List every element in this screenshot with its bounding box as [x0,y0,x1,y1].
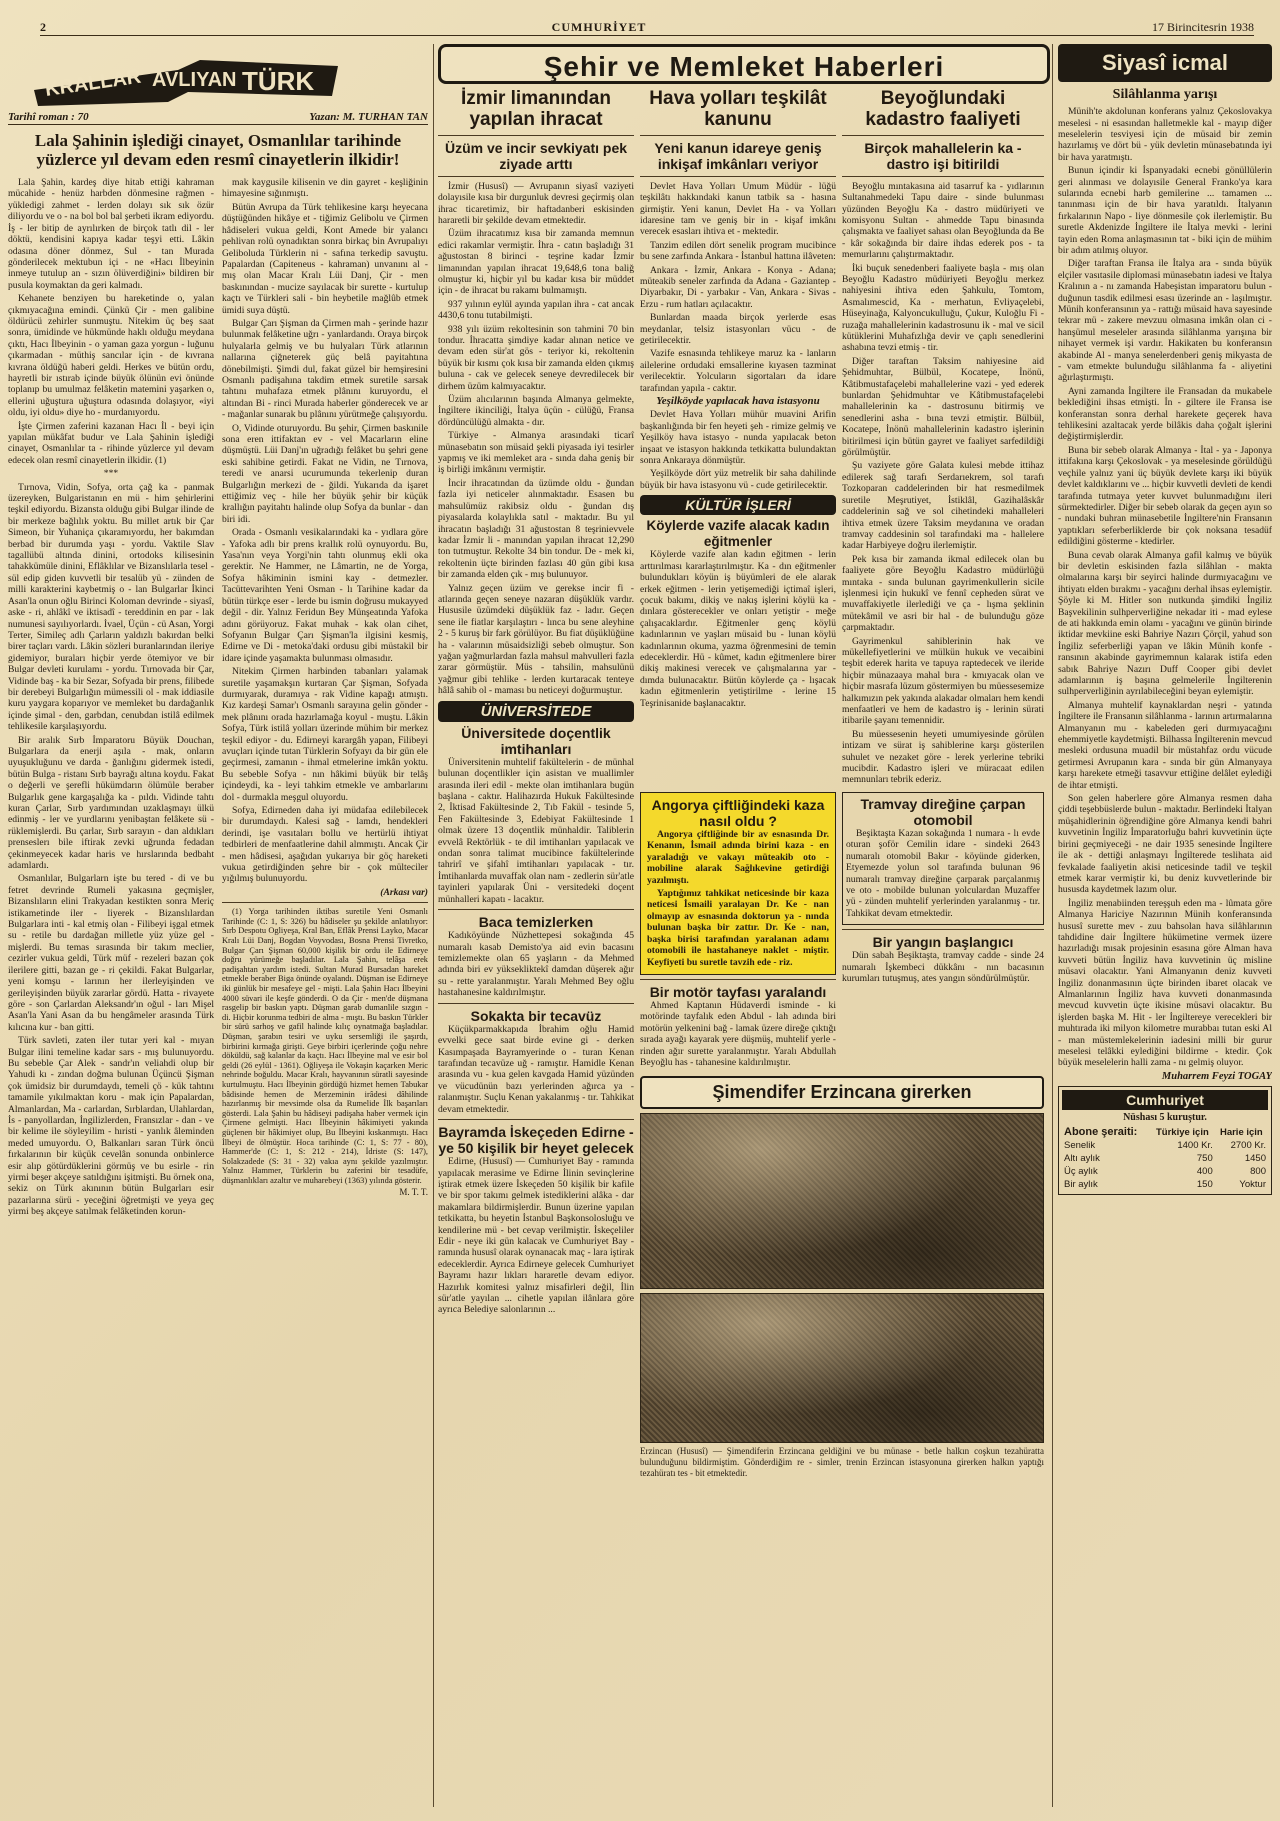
subscription-col-header: Türkiye için [1155,1126,1209,1138]
city-news-banner: Şehir ve Memleket Haberleri [438,44,1050,84]
subscription-price-foreign: 1450 [1244,1153,1266,1165]
bayram-body [438,1156,634,1316]
column-rule [1052,44,1053,1807]
tramvay-paragraph: Beşiktaşta Kazan sokağında 1 numara - lı evde oturan şoför Cemilin idare - sindeki 2643 numaralı otomobil Bakır - köyünde giderken, Etyemezde yolun sol tarafında bulunan 96 numaralı tramvay direğine çarparak parçalanmış ve oto - mobilde bulunan yolculardan Muzaffer yü - zünden muhtelif yerlerinden yaralanmış - tır. Tahkikat devam etmektedir. [846,828,1040,919]
bayram-headline: Bayramda İskeçeden Edirne - ye 50 kişilik bir heyet gelecek [438,1123,634,1157]
hava-paragraph: Yeşilköyde dört yüz metrelik bir saha dahilinde büyük bir hava istasyonu vü - cude getirilecektir. [640,468,836,491]
kadastro-headline: Beyoğlundaki kadastro faaliyeti [865,88,1021,131]
kadastro-paragraph: Bu müessesenin heyeti umumiyesinde görülen intizam ve sürat iş sahiblerine karşı gösterilen suhulet ve nezaket göre - lerek yerlerine tebriki mucibdir. Kadastro işleri ve müracaat edilen memnunları tebrik ederiz. [842,728,1044,786]
siyasi-paragraph: Son gelen haberlere göre Almanya resmen daha çiddi teşebbüslerde bulun - maktadır. Berlindeki İtalyan müşahidlerinin öğrendiğine göre Almanya kendi bahri kuvvetinin İngiliz İmparatorluğu bahri kuvvetinin üçte birini geçmiyeceği - ne dair 1935 senesinde İngiltere ile ak - dettiği anlaşmayı İngilterede teslihata aid fevkalade faaliyetin akisi neticesinde tadil ve teşkil etmek karar vermiştir ki, bu deniz kuvvetlerinde bir hususda kaydetmek lazım olur. [1058,793,1272,896]
subscription-price-foreign: 2700 Kr. [1230,1140,1266,1152]
hava-paragraph: Devlet Hava Yolları mühür muavini Arifin başkanlığında bir fen heyeti şeh - rimize gelmiş ve Yeşilköy hava istasyo - nunda yapılacak beton inşaat ve istasyon hakkında tetkikatta bulundaktan sonra Ankaraya dönmüştür. [640,409,836,467]
serial-paragraph: Bir aralık Sırb İmparatoru Büyük Douchan, Bulgarlara da enerji aşıla - mak, onların uyuşukluğunu ve darda - ğanlığını gidermek istedi, bütün Bulga - ristanı Sırb bayrağı altına koydu. Fakat o değerli ve şerefli hükümdarın ölümüle beraber Bulgarlık gene kargaşalığa ka - pıldı. Vidinde tahtı kuran Çarlar, Sırb yardımından uzaklaşmayı ülkü edinmiş - ler ve yurdlarını yenibaştan felâkete sü - rüklemişlerdi. Bu çarlar, Sırb sarayın - dan aldıkları prenseslerı bile iftirak zevki uğrunda fedadan çekinmeyecek kadar haris ve hırslarında bedbaht adamlardı. [8,734,214,872]
serial-column-1 [8,177,214,1220]
erzincan-photo-crowd [640,1113,1044,1289]
serial-logo [28,46,368,108]
kadastro-body [842,181,1044,786]
hava-subhead-2: Yeşilköyde yapılacak hava istasyonu [656,395,820,408]
city-news-section [438,44,1050,1807]
column-rule [433,44,434,1807]
subscription-price-foreign: 800 [1250,1166,1266,1178]
hava-headline: Hava yolları teşkilât kanunu [649,88,827,131]
sokakta-headline: Sokakta bir tecavüz [470,1007,602,1024]
siyasi-paragraph: Münih'te akdolunan konferans yalnız Çekoslovakya meselesi - ni esasından halletmekle kal - mayıp diğer meselelerin tesviyesi için de müsaid bir zemin hazırlamış ve dört bü - yük devletin münasebatında iyi bir hava yaratmıştı. [1058,106,1272,163]
subscription-row [1062,1152,1268,1165]
izmir-body [438,181,634,697]
serial-paragraph: İşte Çirmen zaferini kazanan Hacı İl - beyi için yapılan mükâfat budur ve Lala Şahinin işlediği cinayet, Osmanlılar ta - rihinde yüzlerce yıl devam edecek olan resmî cinayetlerin ilkidir. (1) [8,420,214,466]
tramvay-box [842,792,1044,925]
subscription-period: Altı aylık [1064,1153,1100,1165]
subscription-col-header: Harie için [1219,1126,1263,1138]
hava-paragraph: Devlet Hava Yolları Umum Müdür - lüğü teşkilâtı hakkındaki kanun tatbik sa - hasına girmiştir. Yeni kanun, Devlet Ha - va Yolları idaresine tam ve geniş bir in - kişaf imkânı verecek esasları ihtiva et - mektedir. [640,180,836,238]
siyasi-headline: Silâhlanma yarışı [1112,87,1218,102]
serial-paragraph: Tırnova, Vidin, Sofya, orta çağ ka - panmak üzereyken, Bulgaristanın en mü - him şehirlerini teşkil ediyordu. Bizansta olduğu gibi Bulgar ilinde de bir merkeze bağlılık yoktu. Bu millet artık bir Çar Simeon, bir Yuhaniça çıkaramıyordu, her bakımdan berbad bir durumda yaşı - yordu. Vaktile Slav tagallübü altında dinini, ortodoks kilisesinin tahakkümüle dinini, Eflâklılar ve Bizanslılarla tesel - sül edip giden kuvvetli bir tesalüb yü - zünden de milli karakterini kaybetmiş o - lan Bulgarlar İkinci Asan'la onun oğlu Birinci Koloman devrinde - siyasî, aske - ri, ahlâkî ve iktisadî - tereddinin en par - lak numunesi sayılıyorlardı. İvael, Üçün - cü Asan, Yorgi Terter, Simileç adlı Çarların yaldızlı bakırdan belki birer taçları vardı. Lâkin sözleri buranlarından ileriye gidemiyor, buraları hiçbir yerde ötemiyor ve bir Bulgar devleti kurulamı - yordu. Tırnovada bir Çar, Vidinde baş - ka bir Sezar, Sofyada bir prens, filibede bir derebeyi Bulgarlığın mümessili ol - mak iddiasile kuru yaygara koparıyor ve memleket bu dardağanlık içinde şimal - den, garbdan, cenubdan istilâ edilmek tehlikesile karşılaşıyordu. [8,481,214,733]
subscription-price-tr: 1400 Kr. [1177,1140,1213,1152]
motor-body [640,1000,836,1068]
izmir-subhead: Üzüm ve incir sevkiyatı pek ziyade arttı [444,139,628,172]
subscription-price: Nüshası 5 kuruştur. [1123,1112,1207,1124]
universite-banner: ÜNİVERSİTEDE [438,701,634,722]
serial-paragraph: Orada - Osmanlı vesikalarındaki ka - yıdlara göre - Yafoka adlı bir prens krallık rolü oynuyordu. Bu, Yasa'nın veya Yorgi'nin tahtı olunmuş ekli oka gerektir. Ne Hammer, ne Lâmartin, ne de Yorga, Sofya hâkiminin ismini kay - detmezler. Tacüttevarihten Yeni Osman - lı Tarihine kadar da bütün türkçe eser - lerde bu ismin doğrusu mukayyed değil - dir. Yalnız Feridun Bey Münşeatında Yafoka adını görüyoruz. Fakat muhak - kak olan cihet, Sofyanın Bulgar Çarı Şişman'la ilgisini kesmiş, Edirne ve Di - metoka'daki ordusu gibi müstakil bir idare içinde yaşamakta bulunması olmasıdır. [222,527,428,664]
svg-text:AVLIYAN: AVLIYAN [152,69,237,91]
serial-author: Yazan: M. TURHAN TAN [309,111,428,123]
yangin-paragraph: Dün sabah Beşiktaşta, tramvay cadde - sinde 24 numaralı İşkembeci dükkânı - nın bacasının kurumları tutuşmuş, ates yangın söndürülmüştür. [842,950,1044,985]
serial-logo-art [28,46,348,108]
serial-paragraph: Kehanete benziyen bu hareketinde o, yalan çıkmıyacağına emindi. Çünkü Çir - men galibine öldürücü zehirler sunmuştu. Nitekim üç beş saat sonra, ümidinde ve hükmünde haklı olduğu meydana çıktı, Hacı İlbeyinin - o yaman gaza yorgun - luğunu çıkarmadan - müthiş sancılar için - de kıvrana kıvrana öldüğü haberi geldi. Herkes ve bütün ordu, hayretli bir ıstırab içinde büyük ölünün evi önünde toplanıp bu umulmaz felâketin matemini yaşarken o, ellerini uğuştura uğuştura odasında dolaşıyor, «iyi oldu, iyi oldu» diye ho - murdanıyordu. [8,293,214,419]
hava-paragraph: Tanzim edilen dört senelik program mucibince bu sene zarfında Ankara - İstanbul hattına ilâveten: [640,239,836,263]
roman-label: Tarihî roman : 70 [8,111,89,123]
siyasi-author: Muharrem Feyzi TOGAY [1161,1070,1272,1082]
izmir-headline: İzmir limanından yapılan ihracat [461,88,611,131]
izmir-paragraph: Türkiye - Almanya arasındaki ticarî münasebatın son müsaid şekli piyasada iyi tesirler yapmış ve iki memleket ara - sında daha geniş bir iş birliği imkânını vermiştir. [438,430,634,476]
serial-paragraph: Nitekim Çirmen harbinden tabanları yalamak suretile yaşamakşın kurtaran Çar Şişman, Sofyada durmıyarak, duramıya - rak Vidine kapağı atmıştı. Kız kardeşi Samar'ı Osmanlı sarayına gelin gönder - mek plânını orada hazırlamağa koyul - muştu. Lâkin Sofya, Türk istilâ yolları üzerinde mühim bir merkez teşkil ediyor - du. Edirneyi karargâh yapan, Filibeyi avuçları içinde tutan Türklerin Sofyayı da bir gün ele geçirmesi, zamanın - ihmal etmelerine imkân yoktu. Bu sebeble Sofya - nın hâkimi büyük bir telâş içindeydi, ka - leyi tahkim etmekle ve ambarlarını dol - durmakla meşgul oluyordu. [222,666,428,803]
hava-paragraph: Bunlardan maada birçok yerlerde esas meydanlar, telsiz istasyonları vücu - de getirilecektir. [640,312,836,346]
erzincan-photo-station [640,1293,1044,1443]
subscription-row [1062,1165,1268,1178]
siyasi-paragraph: Ayni zamanda İngiltere ile Fransadan da mukabele beklediğini ihsas etmişti. İn - giltere ile Fransa ise konferanstan sonra derhal harekete geçerek hava tehlikesini azaltacak yerde bilâkis daha çoğalt işlerini değiştirmişlerdir. [1058,385,1272,443]
hava-article [640,88,836,788]
kadastro-paragraph: Gayrimenkul sahiblerinin hak ve mükellefiyetlerini ve mülkün hukuk ve vecaibini teşbit ederek harita ve tapuya raptedecek ve ileride hiçbir münazaaya mahal bıra - kmıyacak olan ve hiçbir masrafa lüzum göstermiyen bu müessesemize halkımızın pek yakında alakadar olmaları hem kendi menfaatleri ve hem de kadastro iş - lerinin sürati itibarile şayanı temennidir. [842,635,1044,727]
tramvay-block [842,792,1044,1071]
kadastro-paragraph: İki buçuk senedenberi faaliyete başla - mış olan Beyoğlu Kadastro müdüriyeti Beyoğlu merkez nahiyesini ihtiva eden Şahkulu, Tomtom, Asmalımescid, Ka - merhatun, Evliyaçelebi, Hüseyinağa, Kalyoncukulluğu, Çukur, Kuloğlu Fi - ruzağa mahallelerinin kadastrosunu ik - mal ve sicil kütüklerini Muhafızlığa devir ve çaplı senedlerini ashabına tevzi etmiş - tir. [842,262,1044,354]
kultur-paragraph: Köylerde vazife alan kadın eğitmen - lerin arttırılması kararlaştırılmıştır. Ka - dın eğitmenler bulundukları köyün iş büyümleri de ele alarak erkek eğitmen - lerin yetişemediği içtimaî işleri, çocuk bakımı, dikiş ve nakış işlerini köylü ka - dınlara gösterecekler ve onları yetiştir - meğe çalışacaklardır. Eğitmenler genç köylü kadınlarının ve yaşları müsaid bu - lunan köylü kadınlarının okuma, yazma öğrenmesini de temin edeceklerdir. Hü - kûmet, kadın eğitmenlere birer dikiş makinesi verecek ve çalışmalarına yar - dımda bulunacaktır. Bütün köylerde ça - lışacak kadın eğitmenlerin yetiştirilme - lerine 15 Teşrinisanide başlanacaktır. [640,549,836,709]
serial-paragraph: Lala Şahin, kardeş diye hitab ettiği kahraman mücahide - henüz harbden dönmesine rağmen - yükledigi zahmet - lerden dolayı sık sık özür diliyordu ve o - na bol bol bal şerbeti ikram ediyordu. İş - ler bitip de ayrılırken de birçok tatlı dil - ler döktü, kendisini kapıya kadar teşyi etti. Lâkin odasına döner dönmez, Sul - tan Murada gönderilecek mektubun içi - ne «Hacı İlbeyinin inmeye tutulup an - sızın ölüverdiğini» bildiren bir pusula koymaktan da geri kalmadı. [8,177,214,291]
motor-paragraph: Ahmed Kaptanın Hüdaverdi isminde - ki motörinde tayfalık eden Abdul - lah adında biri motörün yelkenini bağ - lamak üzere direğe çıktığı sırada ayağı kayarak yere düşmüş, muhtelif yerle - rinden ağır surette yaralanmıştır. Yaralı Abdullah Beyoğlu has - tahanesine kaldırılmıştır. [640,1000,836,1069]
serial-headline: Lala Şahinin işlediği cinayet, Osmanlılar tarihinde yüzlerce yıl devam eden resmî cinayetlerin ilkidir! [34,131,402,170]
yangin-headline: Bir yangın başlangıcı [872,934,1014,951]
serial-separator: *** [103,468,119,480]
motor-headline: Bir motör tayfası yaralandı [649,983,827,1000]
kaza-headline: Angorya çiftliğindeki kaza nasıl oldu ? [651,796,825,829]
kadastro-paragraph: Pek kısa bir zamanda ikmal edilecek olan bu faaliyete göre Beyoğlu Kadastro müdürlüğü mıntaka - sında bulunan gayrimenkullerin sicile işlenmesi için hukukî ve fennî cepheden sürat ve muvaffakiyetle ilerlediği ve ça - lışma şeklinin mütekâmil ve asri bir hal - de bulunduğu göze çarpmaktadır. [842,553,1044,634]
kadastro-paragraph: Şu vaziyete göre Galata kulesi mebde ittihaz edilerek sağ tarafı Serdarıekrem, sol tarafı Tozkoparan caddelerinden bir hat resmedilmek suretile Meşrutiyet, İstiklâl, Gazihalâskâr caddelerinin sağ ve sol cihetindeki mahalleleri ihtiva etmek üzere Taksim meydanına ve oradan tramvay caddesinin sol tarafındaki ma - hallelere kadar Harbiyeye doğru ilerlemiştir. [842,460,1044,552]
kadastro-article [842,88,1044,788]
subscription-period: Senelik [1064,1140,1096,1152]
izmir-paragraph: 937 yılının eylül ayında yapılan ihra - cat ancak 4430,6 tonu tutabilmişti. [438,298,634,322]
kaza-paragraph: Yaptığımız tahkikat neticesinde bir kaza neticesi İsmaili yaralayan Dr. Ke - nan olmayıp av esnasında doktorun ya - nında bulunan başka bir zattır. Dr. Ke - nan, başka birisi tarafından yaralanan adamı otomobili ile hastahaneye naklet - miştir. Keyfiyeti bu suretle tavzih ede - riz. [647,888,829,968]
kultur-body [640,549,836,709]
siyasi-icmal-section [1058,44,1272,1807]
kultur-banner: KÜLTÜR İŞLERİ [640,495,836,515]
kadastro-paragraph: Beyoğlu mıntakasına aid tasarruf ka - yıdlarının Sultanahmedeki Tapu daire - sinde bulunması yüzünden Beyoğlu Ka - dastro müdüriyeti ve komisyonu Sultan - ahmedde Tapu binasında çalışmakta ve faaliyet sahası olan Beyoğlunda da Be - kâr sokağında bir daire ihdas ederek pos - ta memurlarını çalıştırmaktadır. [842,180,1044,261]
hava-paragraph: Ankara - İzmir, Ankara - Konya - Adana; müteakib seneler zarfında da Adana - Gaziantep - Diyarbakır, Di - yarbakır - Van, Ankara - Sivas - Erzu - rum hatları açılacaktır. [640,264,836,310]
masthead: CUMHURİYET [551,20,647,34]
subscription-table [1062,1125,1268,1191]
serial-paragraph: Sofya, Edirneden daha iyi müdafaa edilebilecek bir durumdaydı. Kalesi sağ - lamdı, hendekleri derindi, işe vasıtaları bollu ve hertürlü ihtiyat tedbirleri de menfaatlerine dahil almmıştı. Ancak Çir - men hâdisesi, aşağıdan yukarıya bir göç hareketi vukua getirdiğinden şehre bir - çok mülteciler yığılmış bulunuyordu. [222,805,428,885]
serial-paragraph: Osmanlılar, Bulgarlarn işte bu tered - di ve bu fetret devrinde Rumeli yakasına geçmişler, Bizanslıların elini Trakyadan kestikten sonra Meriç istikametinde iler - liyerek - Bizanslılardan Bulgarlara inti - kal etmiş olan - Filibeyi işgal etmek su - retile bu dardağan milletle yüz yüze gel - mişlerdi. Bu temas sırasında bir takım meclier, cezirler vukua geldi, Türk müf - rezeleri bazan çok ilerilere gitti, bazan ge - ri çekildi. Fakat Bulgarlar, yeni komşu - larının her ilerleyişinden ve gerileyişinden büyük zararlar gördü. Hatta - rivayete göre - son Çarlardan Aleksandr'ın oğul - ları Mişel Asan'la Yani Asan da bu hengâmeler arasında Türk kılıcına kur - ban gitti. [8,873,214,1033]
subscription-period: Üç aylık [1064,1166,1098,1178]
serial-paragraph: Bulgar Çarı Şişman da Çirmen mah - şerinde hazır bulunmak felâketine uğrı - yanlardandı. Oraya birçok hulyalarla gelmiş ve bu hulyaları Türk atlarının nallarına çiğneterek güç belâ payitahtına dönebilmişti. Şimdi dul, fakat güzel bir hemşiresini Osmanlı padişahına takdim etmek suretile sarsak tahtını muhafaza etmek plânını kuruyordu, el altından Bi - rinci Murada haberler gönderecek ve ar - mağanlar sunarak bu plânını yürütmeğe çalışıyordu. [222,317,428,421]
serial-paragraph: mak kaygusile kilisenin ve din gayret - keşliğinin himayesine sığınmıştı. [222,177,428,200]
baca-paragraph: Kadıköyünde Nüzhettepesi sokağında 45 numaralı kasab Demisto'ya aid evin bacasını temizlemekte olan 65 yaşların - da Mehmed adında biri ev yüksekliktekî damdan düşerek ağır su - rette yaralanmıştır. Yaralı Mehmed Bey oğlu hastahanesine kaldırılmıştır. [438,930,634,999]
universite-paragraph: Üniversitenin muhtelif fakültelerin - de münhal bulunan doçentlikler için asistan ve muallimler arasında ileri edil - mekte olan imtihanlara bugün başlana - caktır. Halihazırda Hukuk Fakültesinde 2, İktisad Fakültesinde 2, Tıb Fakül - tesinde 5, Fen Fakültesinde 3, Edebiyat Fakültesinde 1 olmak üzere 13 doçentlik münhaldir. Taliblerin evvelâ Rektörlük - te dil imtihanları yapılacak ve ondan sonra talimat mucibince fakültelerinde tahrirî ve şifahî imtihanları yapılacak - tır. İmtihanlarda muvaffak olan nam - zedlerin sür'atle tayinleri yapılarak Üni - versitedeki doçent münhalleri kapatı - lacaktır. [438,756,634,905]
siyasi-body [1058,106,1272,1082]
kaza-block [640,792,836,1071]
svg-text:KRALLAR: KRALLAR [43,65,143,101]
middle-right-block [640,88,1044,1478]
simendifer-caption: Erzincan (Hususî) — Şimendiferin Erzincana geldiğini ve bu münase - betle halkın coşkun tezahüratta bulunduğunu bildirmiştim. Gönderdiğim re - simler, trenin Erzincan istasyonuna girerken halkın yaptığı tezahüratı tes - bit etmektedir. [640,1446,1044,1478]
subscription-label: Abone şeraiti: [1064,1126,1138,1139]
page-number: 2 [40,20,46,34]
siyasi-paragraph: İngiliz menabiinden tereşşuh eden ma - lûmata göre Almanya Hariciye Nazırının Münih konferansında hususî surette mev - zuu bahsolan hava silâhlarının tahdidine dair İngiltere hükümetine vermek üzere hazırladığı mısak projesinin esasına göre Alman hava kuvveti bütün İngiliz hava kuvvetinin üç misline müsavi olacaktır. Yani Almanyanın deniz kuvveti İngiliz donanmasının üçte birinden ibaret olacak ve Almanlarının İngiliz hava kuvveti donanmasında mevcud kuvvetin üçte ikisine müsavi olacaktır. Bu işlerden başka M. Hit - ler İngiltereye verecekleri bir muhtırada iki milyon kilometre murabbaı tutan eski Al - man müstemlekelerinin iadesini milli bir gurur meselesi telâkki eylediğini bildirme - ktedir. Çok büyük meselelerin halli zama - nı gelmiş oluyor. [1058,897,1272,1069]
baca-body [438,930,634,998]
kaza-box [640,792,836,975]
universite-headline: Üniversitede doçentlik imtihanları [461,724,611,757]
serial-section [8,44,428,1807]
izmir-article [438,88,634,1478]
kaza-paragraph: Angorya çiftliğinde bir av esnasında Dr. Kenanın, İsmail adında birini kaza - en yaraladığı ve vakayı müteakib oto - mobiline alarak Sağlıkevine getirdiği yazılmıştı. [647,829,829,886]
subscription-period: Bir aylık [1064,1179,1098,1191]
izmir-paragraph: İzmir (Hususî) — Avrupanın siyasî vaziyeti dolayısile kısa bir durgunluk devresi geçirmiş olan ihrac ticaretimiz, bir haftadanberi eskisinden hararetli bir şekilde devam etmektedir. [438,180,634,226]
siyasi-banner: Siyasî icmal [1058,44,1272,82]
baca-headline: Baca temizlerken [478,914,594,931]
hava-body [640,181,836,492]
yangin-body [842,950,1044,984]
kadastro-paragraph: Diğer taraftan Taksim nahiyesine aid Şehidmuhtar, Bülbül, Kocatepe, İnönü, Kâtibmustafaçelebi mahallelerine vazi - yed ederek bunlardan Şehidmuhtar ve Kâtibmustafaçelebi mahallelerinin ka - dastrosunu bitirmiş ve senedlerini asha - bına tevzi etmiştir. Bülbül, Kocatepe, İnönü mahallelerinin kadastro işlerinin bitirilmesi için bütün gayret ve faaliyet sarfedildiği görülmüştür. [842,355,1044,459]
subscription-title: Cumhuriyet [1062,1090,1268,1110]
izmir-paragraph: Yalnız geçen üzüm ve gerekse incir fi - atlarında geçen seneye nazaran düşüklük vardır. Hususile üzümdeki düşüklük faz - ladır. Geçen sene ile fiatlar karşılaştırı - lınca bu sene aleyhine 2 - 5 kuruş bir fark görülüyor. Bu fiat düşüklüğüne ha - valarının müsaidsizliği sebeb olmuştur. Son yağan yağmurlardan fazla mahsul mahvulleri fazla zarar görmüştür. Müs - tahsilin, mahsulünü yağmur gibi tehlike - lerden kurtaracak tenteye hâlâ sahib ol - maması bu neticeyi doğurmuştur. [438,582,634,697]
issue-date: 17 Birincitesrin 1938 [1151,20,1254,34]
kultur-headline: Köylerde vazife alacak kadın eğitmenler [646,518,830,549]
subscription-row [1062,1178,1268,1191]
subscription-box [1058,1086,1272,1195]
izmir-paragraph: 938 yılı üzüm rekoltesinin son tahmini 70 bin tondur. İhracatta şimdiye kadar alınan netice ve devam eden sür'at gös - teriyor ki, rekoltenin büyük bir kısmı çok kısa bir zamanda elden çıkmış buluna - cak ve gelecek seneye devredilecek bir dirhem üzüm kalmıyacaktır. [438,323,634,392]
kadastro-subhead: Birçok mahallelerin ka - dastro işi bitirildi [864,139,1022,172]
subscription-price-tr: 150 [1196,1179,1213,1191]
izmir-paragraph: Üzüm alıcılarının başında Almanya gelmekte, İngiltere ikinciliği, İtalya üçün - cülüğü, Fransa dördüncülüğü almakta - dır. [438,394,634,428]
subscription-price-tr: 750 [1196,1153,1213,1165]
siyasi-paragraph: Diğer taraftan Fransa ile İtalya ara - sında büyük elçiler vasıtasile diplomasi münasebatın iadesi ve İtalya Kralının a - nı zamanda Habeşistan imparatoru bulun - duğunun tasdik edilmesi esası üzerinde an - laşılmıştır. Münih konferansının ya - rattığı müsaid hava sayesinde tekrar mü - zakere mevzuu olmasına imkân olan ci - hanşümul meseleler arasında silâhlanma yarışına bir nihayet vermek işi vardır. Hakikaten bu konferansın akabinde Al - manya senelerdenberi geniş mikyasta de - vam etmekte bulunduğu silâhlanma fa - aliyetini ağırlaştırmıştı. [1058,258,1272,384]
sokakta-body [438,1024,634,1115]
hava-paragraph: Vazife esnasında tehlikeye maruz ka - lanların ailelerine ordudaki emsallerine kıyasen tazminat verilecektir. Yolcuların sigortaları da idare tarafından yapıla - caktır. [640,348,836,394]
izmir-paragraph: Üzüm ihracatımız kısa bir zamanda memnun edici rakamlar vermiştir. İhra - catın başladığı 31 ağustostan 8 birinci - teşrine kadar İzmir limanından yapılan ihracat 19,648,6 tona baliğ olmuştur ki, hiçbir yıl bu kadar kısa bir müddet için - de ihracat bu rakamı bulmamıştı. [438,228,634,297]
siyasi-paragraph: Buna bir sebeb olarak Almanya - İtal - ya - Japonya ittifakına karşı Çekoslovak - ya meselesinde görüldüğü veçhile yalnız yani üç büyük devlete karşı iki büyük devlet kaldıklarını ve ... hiçbir kuvvetli devleti de kendi tarafında tutmaya yeter kuvvet bulunmadığını ileri sürmektedirler. Diğer bir sebeb olarak da geçen ayın so - nundaki buhran münasebetile İngiltere'nin Fransanın yaptıkları seferberliklerde bir çok noksana tesadüf edildiğini gösterme - ktedirler. [1058,444,1272,548]
serial-paragraph: O, Vidinde oturuyordu. Bu şehir, Çirmen baskınile sona eren ittifaktan ev - vel Macarların eline düşmüştü. Lüi Danj'ın uğradığı felâket bu şehri gene eski sahibine getirdi. Fakat ne Vidin, ne Tırnova, teredi ve anarsi ucurumunda tekerlenip duran Bulgarlığın merkezi de - ğildi. Yukarıda da işaret ettiğimiz veç - hile her büyük şehir bir küçük krallığın payitahtı halinde olup Sofya da bunlar - dan biri idi. [222,422,428,525]
siyasi-paragraph: Buna cevab olarak Almanya gafil kalmış ve büyük bir devletin eskisinden fazla silâhlan - makta olmalarına karşı bir seyirci halinde durmıyacağını ve ihtiyatı elden bırakmı - yacağını derhal ihsas eylemiştir. Şöyle ki M. Hitler son nutkunda şimdiki İngiliz Başvekilinin sulhperverliğine nekadar iti - mad eylese de ati hakkında emin olamı - yacağını ve günün birinde iktidar mevkiine eski Bahriye Nazırı Çörçil, yahud son İngiliz seferberliği yapan ve lâkin Münih konfe - ransının akabinde gayrimemnun kalarak istifa eden sabık Bahriye Nazırı Duff Cooper gibi devlet adamlarının iş başına gelmelerile İngilterenin sulhperverliğinin ayrılabileceğini beyan eylemiştir. [1058,549,1272,698]
subscription-row [1062,1139,1268,1152]
serial-footnote: (1) Yorga tarihinden iktibas suretile Yeni Osmanlı Tarihinde (C: 1, S: 326) bu hâdiseler şu şekilde anlatılıyor: Sırb Despotu Ogliyeşa, Kral Ban, Eflâk Prensi Layko, Macar Kralı Lüi Danj, Bogdan Voyvodası, Bosna Prensi Tivretko, Bulgar Çarı Şişman 60,000 kişilik bir ordu ile Edirneye doğru yürümeğe başladılar. Lala Şahin, telâşa erek padişahtan yardım istedi. Sultan Murad Bursadan hareket etmekle beraber Biga önünde oyalandı. Düşman ise Edirneye iki günlük bir mesafeye gel - mişti. Lala Şahin Hacı İlbeyini 4000 süvari ile keşfe gönderdi. O da Çir - men'de düşmana rasgelip bir baskın yaptı. Düşman garab dumanlile sızgın - di. Hiçbir korunma tedbiri de alma - mıştı. Bu baskın Türkler bir sürü sarhoş ve gafil halinde kılıç oynatmağa başladılar. Düşman, şarabın tesiri ve uyku sersemliği ile şaşırdı, birbirini kırmağa girişti. Geye birbiri içerlerinde çoğu nehre döküldü, sağ kalanlar da kaçtı. Hacı İlbeyine mal ve esir bol geldi (26 eylül - 1361). Oğliyeşa ile Vokaşin kaçarken Meric nehrinde boğuldu. Macar Kralı, hayvanının süratli sayesinde kurtulmuştu. Hacı İlbeyinin gördüğü hizmet hemen Tabukar bâdisinde hemen de Merzeminin irâdesi dâhilinde hazırlanmış bir mevsimde olsa da Rumelide İlk başarıları gösterdi. Lala Şahin bu hâdiseyi padişaha haber vermek için Çirmene gelmişti. Hacı İlbeyinin hâkimiyeti yakında güçlenen bir hâkimiyet olup, Bu İlbeyini kıskanmıştı. Hacı İlbeyi de ölmüştür. Hoca tarihinde (C: 1, S: 77 - 80), Hammer'de (C: 1, S: 212 - 214), İdriste (S: 147), Solakzadede (S: 31 - 32) vakıa aynı şekilde yazılmıştır. Yalnız Hammer, Türklerin bu zaferini bir tesadüfe, düşmanlıkları azaltır ve muharebeyi (1363) yılında gösterir. [222,907,428,1185]
tramvay-headline: Tramvay direğine çarpan otomobil [860,795,1026,828]
serial-continued: (Arkası var) [380,886,428,898]
siyasi-paragraph: Almanya muhtelif kaynaklardan neşri - yatında İngiltere ile Fransanın silâhlanma - larının artırmalarına Almanyanın mu - kabeleden geri durmıyacağını ehemmiyetle kaydetmişti. Bilhassa İngilterenin mevcud mesleki ordusuna muadil bir müstahfaz ordu vücude getirmesi Avrupanın kara - sında bir gün Almanyaya karşı harekete etmeği tasavvur ettiğine delâlet eylediği de ihtar etmişti. [1058,699,1272,791]
footnote-signature: M. T. T. [399,1187,428,1198]
simendifer-banner: Şimendifer Erzincana girerken [640,1076,1044,1109]
svg-text:TÜRK: TÜRK [242,66,315,96]
serial-paragraph: Bütün Avrupa da Türk tehlikesine karşı heyecana düştüğünden hikâye et - tiğimiz Gelibolu ve Çirmen hâdiseleri vukua geldi, Kont Amede bir yalancı pehlivan rolü oynadıktan sonra birkaç bin Avrupalıyı Geliboluda Türklerin ni - safına terkedip savuştu. Papalardan (Capiteneus - kahraman) unvanını al - mış olan Macar Kralı Lüi Danj, Çir - men baskınından - mucize sayılacak bir surette - kurtulup kaçtı ve Türkleri sali - bin heybetile mağlûb etmek ümidi suya düştü. [222,201,428,316]
page-header [40,18,1254,36]
tramvay-body [846,828,1040,919]
universite-body [438,757,634,905]
serial-paragraph: Türk savleti, zaten iler tutar yeri kal - mıyan Bulgar ilini temeline kadar sars - mış bulunuyordu. Bu sebeble Çar Alek - sandr'ın veliahdi olup bir Yahudi kı - zından doğma bulunan Üçüncü Şişman çok ümidsiz bir durumdaydı, temeli çö - kük tahtını tamamile yıkılmaktan koru - mak için Papalardan, Almanlardan, Ma - carlardan, Sırblardan, Ulahlardan, İs - panyollardan, İngilizlerden, Fransızlar - dan - ve bir kelime ile söyleyilim - hıristi - yanlık âleminden meded umuyordu. O, Balkanları saran Türk öncü fırkalarının bir küçük cevelân sonunda onbinlerce esir alıp götürdüklerini görmüş ve bu esirle - rin yirmi beşer akçeye satıldığını işitmişti. Bu örnek ona, sekiz on Türk akınının bütün Bulgarları esir pazarlarına sürü - yeceğini öğretmişti ve yeya geç yirmi beş akçeye satılmak felâketinden korun- [8,1035,214,1218]
serial-column-2 [222,177,428,1220]
izmir-paragraph: İncir ihracatından da üzümde oldu - ğundan fazla iyi neticeler alınmaktadır. Esasen bu mahsulümüz rakibsiz oldu - ğundan dış piyasalarda kolaylıkla satıl - maktadır. Bu yıl ihracatın başladığı 31 ağustostan 8 teşrinievvele kadar İzmir li - manından yapılan ihracat 12,290 ton tutmuştur. Rekolte 34 bin tondur. De - mek ki, rekoltenin üçte birinden fazlası 40 gün gibi kısa bir zamanda elden çık - mış bulunuyor. [438,477,634,581]
siyasi-paragraph: Bunun içindir ki İspanyadaki ecnebi gönüllülerin geri alınması ve dolayısile General Franko'ya kara sularında ecnebi harb gemilerine ... tamamen ... tanınması için de bir hava yaratıldı. İtalyanın fırkalarının Napo - liye dönmesile çok ilerlemiştir. Bu suretle Akdenizde İngiltere ile İtalya mevki - lerini tayin eden Roma anlaşmasının tat - biki için de mühim bir adım atılmış oluyor. [1058,165,1272,256]
bayram-paragraph: Edirne, (Hususî) — Cumhuriyet Bay - ramında yapılacak merasime ve Edirne İlinin sevinçlerine iştirak etmek üzere İskeçeden 50 kişilik bir kafile ve bir spor takımı gelmek istediklerini alâka - dar makamlara bildirmişlerdir. Bunun üzerine yapılan tetkikatta, bu heyetin İstanbul Başkonsolosluğu ve kendilerine mü - bet cevap verilmiştir. İskeçeliler Edir - neye iki gün kalacak ve Cumhuriyet Bay - ramında hususî olarak oynanacak maç - lara iştirak edeceklerdir. Ayrıca Edirneye gelecek Cumhuriyet Bayramı hazır lıkları hararetle devam ediyor. Hazırlık komitesi yalnız misafirleri değil, İlin sür'atle yayılan ... cihetle yapılan ilânlara göre ayrıca Belediye salonlarının ... [438,1156,634,1316]
sokakta-paragraph: Küçükparmakkapıda İbrahim oğlu Hamid evvelki gece saat birde evine gi - derken Kasımpaşada Bayramyerinde o - turan Kenan tarafından tecavüze uğ - ramıştır. Hamidle Kenan arasında vu - kua gelen kavgada Hamid yüzünden ve vücudünün bazı yerlerinden ağırca ya - ralanmıştır. Suçlu Kenan yakalanmış - tır. Tahkikat devam etmektedir. [438,1023,634,1115]
subscription-price-foreign: Yoktur [1239,1179,1266,1191]
hava-subhead: Yeni kanun idareye geniş inkişaf imkânları veriyor [654,139,822,172]
subscription-price-tr: 400 [1196,1166,1213,1178]
